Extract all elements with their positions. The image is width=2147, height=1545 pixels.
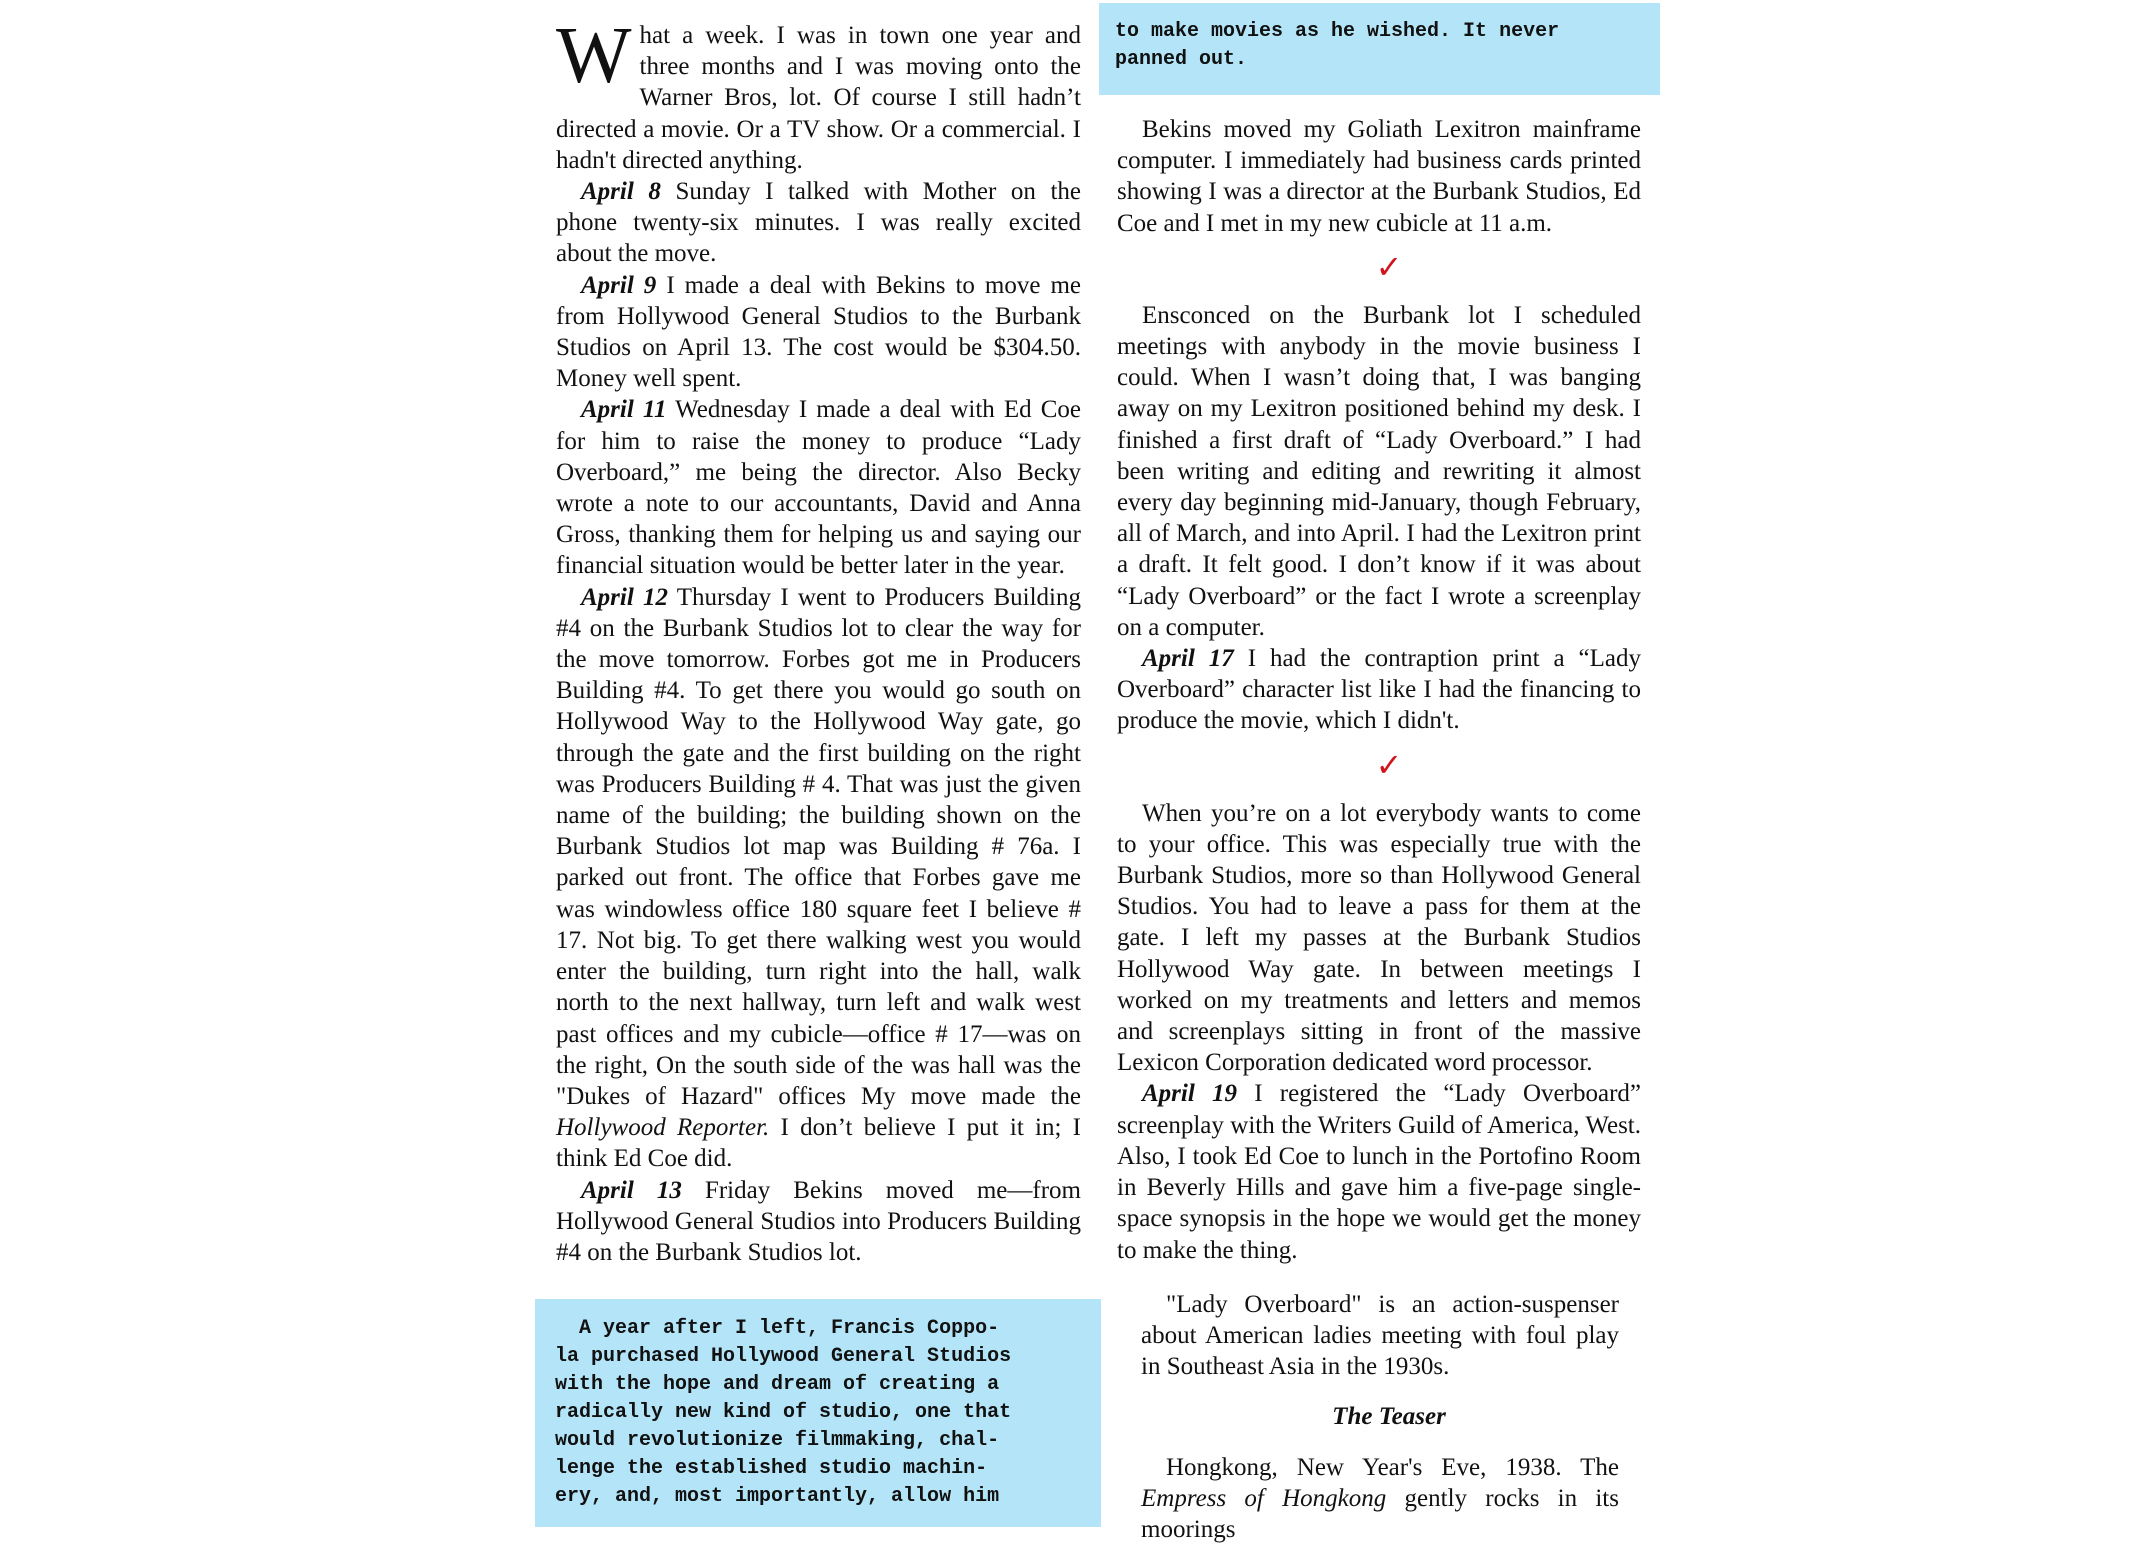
entry-april-9: [556, 270, 1081, 395]
entry-text-tail: I don’t believe I put it in; I think Ed Coe did.: [556, 1114, 1081, 1173]
teaser-text-end: gently rocks in its moorings: [1141, 1484, 1619, 1543]
entry-text: I registered the “Lady Overboard” screenplay with the Writers Guild of America, West. Also, I took Ed Coe to lunch in the Portofino Room in Beverly Hills and gave him a five-page single-space synopsis in the hope we would get the money to make the thing.: [1117, 1080, 1641, 1264]
entry-date: April 8: [581, 178, 661, 206]
sidebar-box-continued: to make movies as he wished. It never panned out.: [1099, 3, 1660, 95]
check-mark-icon: ✓: [1375, 248, 1403, 285]
entry-text: Wednesday I made a deal with Ed Coe for him to raise the money to produce “Lady Overboard,” me being the director. Also Becky wrote a note to our accountants, David and Anna Gross, thanking them for helping us and saying our financial situation would be better later in the year.: [556, 396, 1081, 580]
teaser-paragraph: [1141, 1452, 1619, 1545]
entry-date: April 11: [581, 396, 667, 424]
sidebar-box-start: A year after I left, Francis Coppo- la purchased Hollywood General Studios with the hope and dream of creating a radically new kind of studio, one that would revolutionize filmmaking, chal- lenge the established studio machin- ery, and, most importantly, allow him: [535, 1299, 1101, 1527]
entry-april-17: [1117, 643, 1641, 737]
entry-date: April 19: [1142, 1080, 1238, 1108]
entry-italic-title: Hollywood Reporter.: [556, 1114, 770, 1142]
paragraph-burbank-lot: Ensconced on the Burbank lot I scheduled meetings with anybody in the movie business I could. When I wasn’t doing that, I was banging away on my Lexitron positioned behind my desk. I finished a first draft of “Lady Overboard.” I had been writing and editing and rewriting it almost every day beginning mid-January, though February, all of March, and into April. I had the Lexitron print a draft. It felt good. I don’t know if it was about “Lady Overboard” or the fact I wrote a screenplay on a computer.: [1117, 301, 1641, 641]
entry-april-12: [556, 582, 1081, 1175]
entry-date: April 17: [1142, 645, 1234, 673]
entry-date: April 12: [581, 583, 668, 611]
synopsis-quote: "Lady Overboard" is an action-suspenser about American ladies meeting with foul play in Southeast Asia in the 1930s.: [1141, 1290, 1619, 1381]
entry-april-19: [1117, 1078, 1641, 1265]
intro-text: hat a week. I was in town one year and three months and I was moving onto the Warner Bros, lot. Of course I still hadn’t directed a movie. Or a TV show. Or a commercial. I hadn't directed anything.: [556, 22, 1081, 174]
entry-text: I had the contraption print a “Lady Overboard” character list like I had the financing to produce the movie, which I didn't.: [1117, 645, 1641, 735]
entry-april-13: [556, 1175, 1081, 1269]
entry-april-8: [556, 176, 1081, 270]
paragraph-on-a-lot: When you’re on a lot everybody wants to come to your office. This was especially true with the Burbank Studios, more so than Hollywood General Studios. You had to leave a pass for them at the gate. I left my passes at the Burbank Studios Hollywood Way gate. In between meetings I worked on my treatments and letters and memos and screenplays sitting in front of the massive Lexicon Corporation dedicated word processor.: [1117, 799, 1641, 1077]
teaser-heading: The Teaser: [1332, 1403, 1446, 1431]
drop-cap: W: [556, 12, 632, 100]
entry-date: April 9: [581, 271, 657, 299]
right-column: [1117, 114, 1641, 1545]
entry-text: Friday Bekins moved me—from Hollywood General Studios into Producers Building #4 on the Burbank Studios lot.: [556, 1176, 1081, 1266]
check-mark-icon: ✓: [1375, 746, 1403, 783]
entry-date: April 13: [581, 1176, 682, 1204]
entry-text: I made a deal with Bekins to move me from Hollywood General Studios to the Burbank Studios on April 13. The cost would be $304.50. Money well spent.: [556, 271, 1082, 393]
ship-name: Empress of Hongkong: [1141, 1484, 1387, 1512]
entry-text: Thursday I went to Producers Building #4 on the Burbank Studios lot to clear the way for the move tomorrow. Forbes got me in Producers Building #4. To get there you would go south on Hollywood Way to the Hollywood Way gate, go through the gate and the first building on the right was Producers Building # 4. That was just the given name of the building; the building shown on the Burbank Studios lot map was Building # 76a. I parked out front. The office that Forbes gave me was windowless office 180 square feet I believe # 17. Not big. To get there walking west you would enter the building, turn right into the hall, walk north to the next hallway, turn left and walk west past offices and my cubicle—office # 17—was on the right, On the south side of the was hall was the "Dukes of Hazard" offices My move made the: [556, 583, 1082, 1110]
left-column: [556, 12, 1082, 1268]
entry-april-11: [556, 394, 1081, 581]
intro-paragraph: [556, 12, 1081, 176]
paragraph-lexitron-move: Bekins moved my Goliath Lexitron mainframe computer. I immediately had business cards printed showing I was a director at the Burbank Studios, Ed Coe and I met in my new cubicle at 11 a.m.: [1117, 116, 1641, 237]
entry-text: Sunday I talked with Mother on the phone twenty-six minutes. I was really excited about the move.: [556, 178, 1081, 268]
teaser-text: Hongkong, New Year's Eve, 1938. The: [1166, 1453, 1619, 1481]
